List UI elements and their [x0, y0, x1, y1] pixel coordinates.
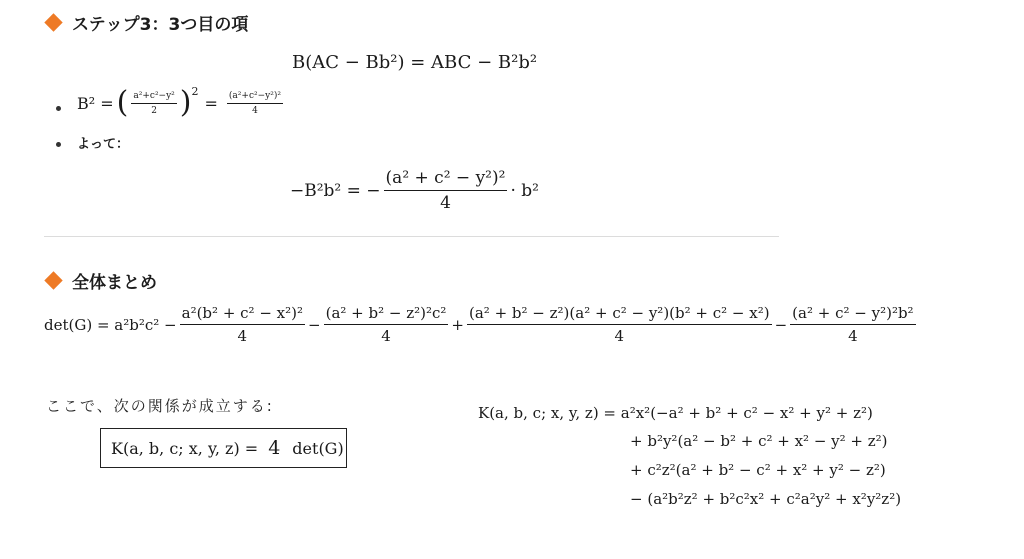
k-def-line3: + c²z²(a² + b² − c² + x² + y² − z²)	[630, 461, 886, 479]
section-divider	[44, 236, 779, 237]
paren-fraction-den: 2	[151, 105, 157, 116]
det-term3-den: 4	[614, 327, 625, 345]
open-paren: (	[116, 85, 129, 120]
det-term1	[180, 304, 305, 345]
det-term4-num: (a² + c² − y²)²b²	[790, 304, 915, 325]
det-op2: +	[451, 315, 464, 334]
rhs-fraction-num: (a²+c²−y²)²	[227, 91, 283, 104]
paren-exponent: 2	[191, 84, 199, 98]
det-term3-num: (a² + b² − z²)(a² + c² − y²)(b² + c² − x²)	[467, 304, 772, 325]
k-def-line1: K(a, b, c; x, y, z) = a²x²(−a² + b² + c² − x² + y² + z²)	[478, 404, 873, 422]
eq2-lhs: −B²b² = −	[290, 180, 381, 201]
summary-heading	[44, 268, 157, 293]
det-term4	[790, 304, 915, 345]
det-term1-num: a²(b² + c² − x²)²	[180, 304, 305, 325]
box-four: 4	[268, 437, 281, 459]
step3-heading	[44, 10, 248, 35]
bullet-dot	[56, 106, 61, 111]
det-op1: −	[308, 315, 321, 334]
det-op3: −	[774, 315, 788, 334]
bullet-dot	[56, 142, 61, 147]
box-lhs: K(a, b, c; x, y, z) =	[111, 438, 259, 458]
k-relation-box	[100, 428, 347, 468]
diamond-icon	[44, 13, 62, 31]
k-def-line4: − (a²b²z² + b²c²x² + c²a²y² + x²y²z²)	[630, 490, 902, 508]
relation-text: ここで、次の関係が成立する:	[46, 397, 274, 415]
paren-fraction	[131, 91, 176, 116]
diamond-icon	[44, 271, 62, 289]
step3-heading-text: ステップ3：3つ目の項	[72, 15, 249, 35]
rhs-fraction	[227, 91, 283, 116]
det-term2	[324, 304, 449, 345]
rhs-fraction-den: 4	[252, 105, 258, 116]
b-squared-equation	[77, 84, 286, 120]
det-term2-num: (a² + b² − z²)²c²	[324, 304, 449, 325]
box-det: det(G)	[292, 438, 344, 458]
eq2-den: 4	[440, 193, 451, 213]
step3-main-equation: B(AC − Bb²) = ABC − B²b²	[292, 52, 538, 73]
paren-fraction-num: a²+c²−y²	[131, 91, 176, 104]
equals-sign: =	[204, 93, 218, 113]
b-squared-lhs: B² =	[77, 93, 114, 113]
summary-heading-text: 全体まとめ	[72, 273, 157, 293]
det-g-equation	[44, 304, 919, 345]
eq2-tail: · b²	[510, 180, 539, 201]
k-def-line2: + b²y²(a² − b² + c² + x² − y² + z²)	[630, 432, 888, 450]
det-term3	[467, 304, 772, 345]
neg-b2b2-equation	[290, 168, 539, 213]
eq2-fraction	[384, 168, 508, 213]
det-lhs: det(G) = a²b²c² −	[44, 315, 177, 334]
det-term4-den: 4	[848, 327, 858, 345]
yotte-text: よって：	[77, 137, 130, 152]
eq2-num: (a² + c² − y²)²	[384, 168, 508, 191]
det-term2-den: 4	[381, 327, 391, 345]
det-term1-den: 4	[237, 327, 248, 345]
close-paren: )	[179, 85, 192, 120]
